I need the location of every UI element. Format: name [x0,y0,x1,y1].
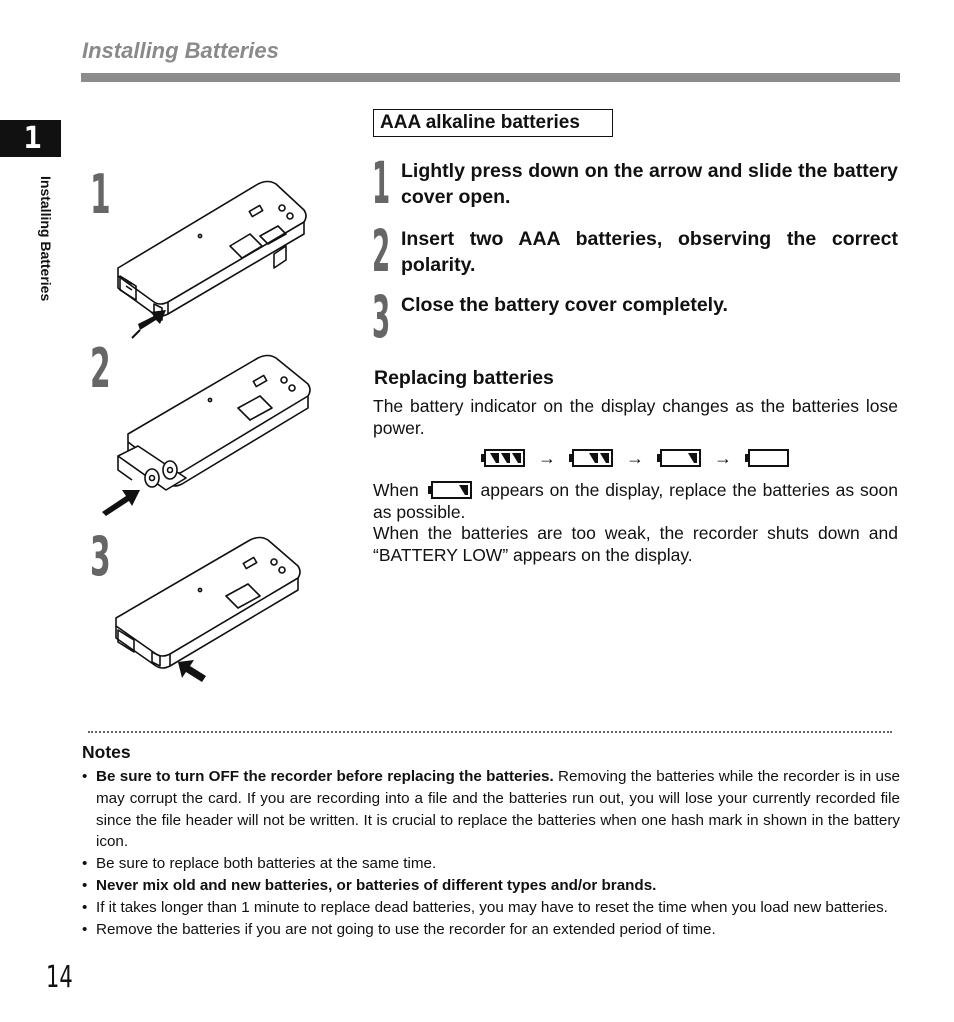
battery-bar [490,453,499,463]
figure-3 [90,525,330,690]
note-item [82,919,900,941]
chapter-tab [0,120,61,157]
when-suffix: appears on the display, replace the batteries as soon as possible. [373,480,898,522]
arrow-right-icon: → [538,447,556,468]
battery-full-icon [480,448,526,468]
recorder-open-cover-illustration [110,176,330,346]
figure-2-number: 2 [90,337,111,400]
page-number: 14 [46,960,73,995]
when-prefix: When [373,480,419,500]
step-3 [372,283,902,351]
recorder-close-cover-illustration [112,534,322,684]
chapter-number: 1 [23,121,42,156]
battery-bar [512,453,521,463]
replacing-batteries-heading: Replacing batteries [374,367,554,389]
battery-indicator-intro: The battery indicator on the display changes as the batteries lose power. [373,396,898,438]
step-3-number: 3 [372,283,391,351]
battery-bar [501,453,510,463]
figure-1 [90,163,320,338]
battery-bar [459,485,468,495]
figure-3-number: 3 [90,525,111,588]
battery-two-bars-icon [568,448,614,468]
notes-divider [88,731,892,733]
recorder-insert-batteries-illustration [98,350,328,520]
low-battery-instruction [373,480,898,523]
battery-empty-icon [744,448,790,468]
step-1-text: Lightly press down on the arrow and slide the battery cover open. [401,160,898,208]
battery-low-text: When the batteries are too weak, the recorder shuts down and “BATTERY LOW” appears on the display. [373,523,898,565]
battery-bar [688,453,697,463]
notes-list [82,766,900,940]
chapter-side-label-text: Installing Batteries [38,176,54,302]
note-2-text: Be sure to replace both batteries at the same time. [96,855,437,873]
note-3-bold: Never mix old and new batteries, or batteries of different types and/or brands. [96,876,657,894]
note-item [82,875,900,897]
battery-one-bar-icon [427,480,473,500]
note-1-text: Removing the batteries while the recorder is in use may corrupt the card. If you are recording into a file and the batteries run out, you will lose your currently recorded file since the file header will not be written. It is crucial to replace the batteries when one hash mark in shown in the battery icon. [96,768,900,851]
battery-level-sequence [480,447,790,469]
chapter-side-label [30,176,60,336]
battery-bar [589,453,598,463]
step-2-text: Insert two AAA batteries, observing the correct polarity. [401,228,898,276]
note-5-text: Remove the batteries if you are not going to use the recorder for an extended period of time. [96,920,716,938]
figure-1-number: 1 [90,163,111,226]
note-1-bold: Be sure to turn OFF the recorder before replacing the batteries. [96,768,554,785]
step-2 [372,217,902,285]
arrow-right-icon: → [714,447,732,468]
notes-heading: Notes [82,742,131,762]
note-4-text: If it takes longer than 1 minute to replace dead batteries, you may have to reset the time when you load new batteries. [96,898,888,916]
page-header-title: Installing Batteries [82,38,279,63]
step-2-number: 2 [372,217,391,285]
note-item [82,766,900,853]
section-title-box: AAA alkaline batteries [373,109,613,137]
step-3-text: Close the battery cover completely. [401,294,728,316]
note-item [82,853,900,875]
battery-bar [600,453,609,463]
header-rule [81,73,900,82]
step-1 [372,149,902,217]
arrow-right-icon: → [626,447,644,468]
battery-one-bar-icon [656,448,702,468]
step-1-number: 1 [372,149,391,217]
note-item [82,897,900,919]
figure-2 [90,337,330,522]
